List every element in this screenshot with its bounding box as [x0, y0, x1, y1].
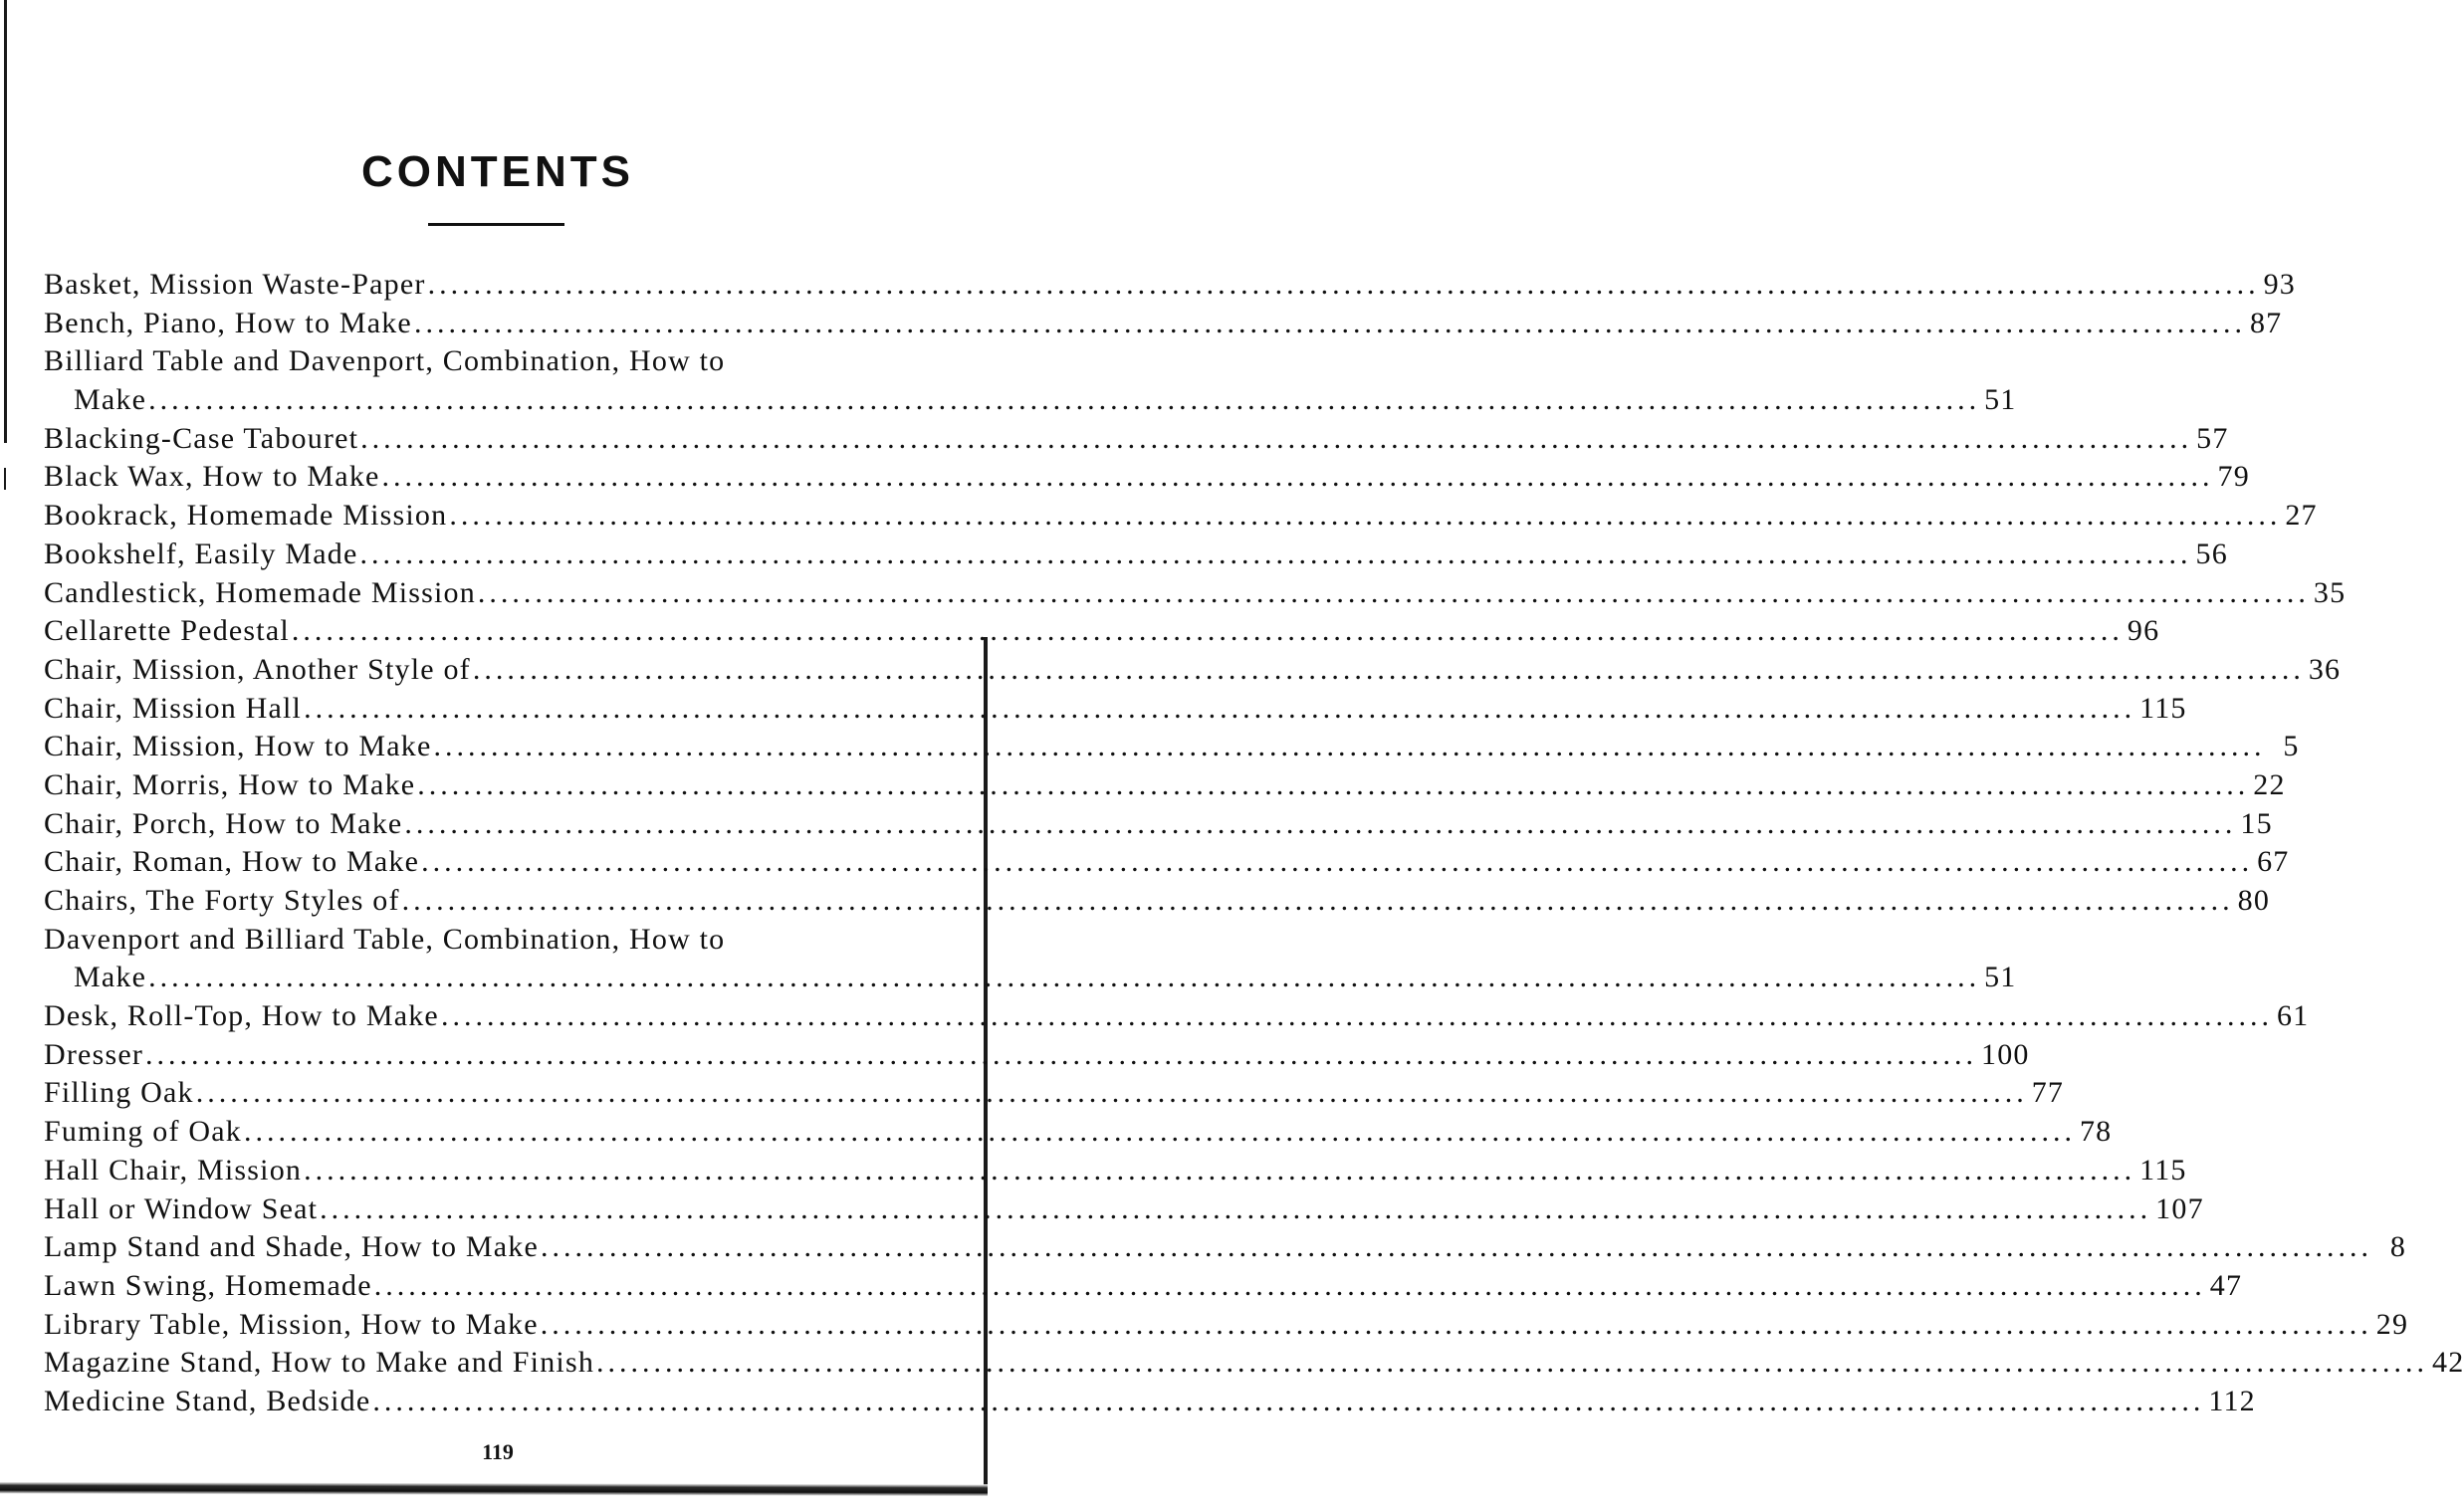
dot-leader: ................................................................................................................................................................	[449, 499, 2282, 533]
entry-page-number: 96	[2127, 614, 2160, 648]
dot-leader: ................................................................................................................................................................	[472, 652, 2305, 686]
contents-entry	[44, 651, 2342, 690]
entry-label: Lamp Stand and Shade, How to Make	[44, 1230, 540, 1264]
entry-label-continuation: Make	[74, 961, 147, 994]
entry-label: Chair, Porch, How to Make	[44, 806, 403, 840]
contents-entry	[44, 305, 2283, 343]
contents-entry	[44, 882, 2271, 921]
entry-page-number: 79	[2217, 460, 2250, 494]
entry-page-number: 8	[2389, 1230, 2407, 1264]
entry-label: Chairs, The Forty Styles of	[44, 884, 400, 917]
entry-label: Bookshelf, Easily Made	[44, 537, 358, 570]
contents-entry-continuation	[44, 959, 2017, 997]
contents-entry	[44, 266, 2296, 305]
contents-entry	[44, 1113, 2113, 1152]
entry-page-number: 78	[2079, 1115, 2113, 1149]
entry-page-number: 115	[2139, 1153, 2187, 1187]
entry-label: Black Wax, How to Make	[44, 460, 380, 494]
dot-leader: ................................................................................................................................................................	[421, 845, 2254, 879]
entry-label: Davenport and Billiard Table, Combination, How to	[44, 922, 726, 956]
dot-leader: ................................................................................................................................................................	[243, 1115, 2076, 1149]
dot-leader: ................................................................................................................................................................	[304, 1153, 2136, 1187]
contents-entry	[44, 690, 2187, 729]
entry-label: Chair, Mission Hall	[44, 691, 303, 725]
dot-leader: ................................................................................................................................................................	[540, 1307, 2372, 1341]
dot-leader: ................................................................................................................................................................	[427, 268, 2260, 301]
dot-leader: ................................................................................................................................................................	[381, 460, 2214, 494]
entry-page-number: 36	[2308, 652, 2342, 686]
entry-label: Filling Oak	[44, 1076, 194, 1110]
contents-entry	[44, 1306, 2409, 1345]
entry-label: Dresser	[44, 1037, 144, 1071]
dot-leader: ................................................................................................................................................................	[417, 767, 2250, 801]
entry-label: Bookrack, Homemade Mission	[44, 499, 448, 533]
dot-leader: ................................................................................................................................................................	[145, 1037, 1978, 1071]
entry-label: Library Table, Mission, How to Make	[44, 1307, 539, 1341]
entry-page-number: 57	[2196, 421, 2229, 455]
entry-page-number: 87	[2249, 306, 2283, 339]
dot-leader: ................................................................................................................................................................	[148, 383, 1981, 417]
entry-page-number: 61	[2276, 999, 2310, 1033]
entry-label: Lawn Swing, Homemade	[44, 1268, 372, 1302]
contents-entry	[44, 1190, 2204, 1229]
entry-label: Fuming of Oak	[44, 1115, 242, 1149]
dot-leader: ................................................................................................................................................................	[195, 1076, 2028, 1110]
entry-label: Blacking-Case Tabouret	[44, 421, 359, 455]
entry-label-continuation: Make	[74, 383, 147, 417]
contents-entry	[44, 843, 2290, 882]
entry-page-number: 115	[2139, 691, 2187, 725]
dot-leader: ................................................................................................................................................................	[304, 691, 2136, 725]
contents-list	[44, 266, 2464, 1421]
dot-leader: ................................................................................................................................................................	[148, 961, 1981, 994]
contents-entry	[44, 728, 2300, 766]
page-title: CONTENTS	[361, 147, 634, 196]
entry-label: Candlestick, Homemade Mission	[44, 575, 476, 609]
contents-entry	[44, 1383, 2256, 1421]
dot-leader: ................................................................................................................................................................	[359, 537, 2192, 570]
dot-leader: ................................................................................................................................................................	[477, 575, 2310, 609]
entry-label: Chair, Roman, How to Make	[44, 845, 420, 879]
contents-entry	[44, 1344, 2464, 1383]
dot-leader: ................................................................................................................................................................	[373, 1268, 2206, 1302]
dot-leader: ................................................................................................................................................................	[541, 1230, 2373, 1264]
dot-leader: ................................................................................................................................................................	[401, 884, 2234, 917]
entry-page-number: 27	[2285, 499, 2318, 533]
entry-page-number: 51	[1984, 961, 2017, 994]
contents-entry	[44, 458, 2250, 497]
entry-label: Billiard Table and Davenport, Combination, How to	[44, 344, 726, 378]
contents-entry	[44, 1152, 2187, 1190]
dot-leader: ................................................................................................................................................................	[433, 730, 2266, 763]
contents-entry	[44, 574, 2347, 613]
entry-label: Basket, Mission Waste-Paper	[44, 268, 426, 301]
contents-entry	[44, 342, 946, 381]
dot-leader: ................................................................................................................................................................	[372, 1384, 2205, 1417]
page-edge-bottom	[0, 1482, 988, 1497]
contents-entry	[44, 1228, 2407, 1267]
entry-page-number: 47	[2209, 1268, 2243, 1302]
entry-page-number: 15	[2240, 806, 2273, 840]
entry-label: Chair, Morris, How to Make	[44, 767, 416, 801]
contents-entry	[44, 805, 2273, 844]
entry-page-number: 67	[2257, 845, 2290, 879]
entry-page-number: 51	[1984, 383, 2017, 417]
contents-entry	[44, 921, 946, 960]
entry-label: Desk, Roll-Top, How to Make	[44, 999, 439, 1033]
contents-entry-continuation	[44, 381, 2017, 420]
entry-page-number: 80	[2237, 884, 2271, 917]
dot-leader: ................................................................................................................................................................	[291, 614, 2124, 648]
entry-page-number: 35	[2313, 575, 2347, 609]
dot-leader: ................................................................................................................................................................	[320, 1191, 2152, 1225]
entry-label: Cellarette Pedestal	[44, 614, 290, 648]
contents-entry	[44, 497, 2318, 536]
contents-entry	[44, 997, 2310, 1036]
entry-label: Hall or Window Seat	[44, 1191, 319, 1225]
entry-page-number: 22	[2253, 767, 2286, 801]
entry-page-number: 107	[2155, 1191, 2204, 1225]
entry-page-number: 42	[2432, 1346, 2464, 1380]
dot-leader: ................................................................................................................................................................	[413, 306, 2246, 339]
entry-label: Medicine Stand, Bedside	[44, 1384, 371, 1417]
entry-page-number: 56	[2195, 537, 2228, 570]
entry-page-number: 93	[2263, 268, 2296, 301]
contents-entry	[44, 1036, 2030, 1075]
entry-page-number: 5	[2283, 730, 2300, 763]
contents-entry	[44, 1267, 2243, 1306]
dot-leader: ................................................................................................................................................................	[596, 1346, 2429, 1380]
entry-label: Magazine Stand, How to Make and Finish	[44, 1346, 595, 1380]
entry-label: Chair, Mission, Another Style of	[44, 652, 471, 686]
entry-page-number: 112	[2208, 1384, 2256, 1417]
entry-label: Hall Chair, Mission	[44, 1153, 303, 1187]
dot-leader: ................................................................................................................................................................	[440, 999, 2273, 1033]
entry-label: Bench, Piano, How to Make	[44, 306, 412, 339]
page-edge-mark	[4, 468, 6, 490]
contents-entry	[44, 612, 2160, 651]
entry-page-number: 29	[2375, 1307, 2409, 1341]
contents-entry	[44, 536, 2228, 574]
entry-page-number: 77	[2031, 1076, 2065, 1110]
title-rule	[428, 223, 564, 226]
dot-leader: ................................................................................................................................................................	[360, 421, 2193, 455]
contents-entry	[44, 766, 2286, 805]
contents-entry	[44, 1074, 2065, 1113]
contents-entry	[44, 420, 2229, 459]
page-number: 119	[482, 1439, 514, 1464]
page-edge-left	[4, 0, 7, 443]
entry-page-number: 100	[1981, 1037, 2030, 1071]
entry-label: Chair, Mission, How to Make	[44, 730, 432, 763]
dot-leader: ................................................................................................................................................................	[404, 806, 2237, 840]
